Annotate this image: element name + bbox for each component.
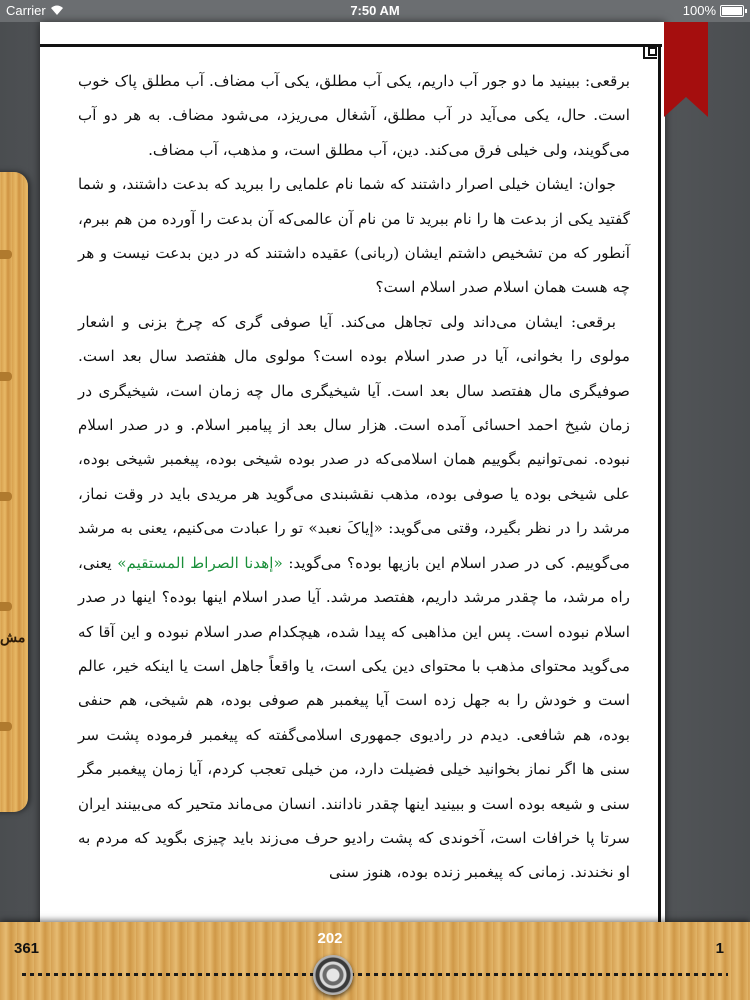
page-slider-track[interactable] [22, 973, 728, 976]
paragraph [78, 64, 630, 167]
drawer-knob [0, 492, 12, 501]
paragraph-text: جوان: ایشان خیلی اصرار داشتند که شما نام علمایی را ببرید که بدعت داشتند، و شما گفتید یکی از بدعت ها را نام ببرید تا من نام آن عالمی‌که آن بدعت را آورده من هم ببرم، آنطور که من تشخیص داشتم ایشان (ربانی) عقیده داشتند که در دین بدعت نیست و هر چه هست همان اسلام صدر اسلام است؟ [78, 175, 630, 297]
drawer-knob [0, 250, 12, 259]
battery-icon [720, 5, 744, 17]
current-page-label: 202 [317, 930, 343, 947]
carrier-label: Carrier [6, 3, 46, 18]
page-navigation-bar [0, 922, 750, 1000]
page-border-top [40, 44, 662, 47]
drawer-knob [0, 722, 12, 731]
paragraph [78, 305, 630, 890]
status-bar [0, 0, 750, 22]
page-text [78, 64, 630, 890]
paragraph [78, 167, 630, 305]
bookmark-ribbon[interactable] [664, 22, 708, 97]
quran-quote: «إهدنا الصراط المستقیم» [117, 553, 283, 572]
paragraph-text: برقعی: ببینید ما دو جور آب داریم، یکی آب مطلق، یکی آب مضاف. آب مطلق پاک خوب است. حال، یکی می‌آید در آب مطلق، آشغال می‌ریزد، می‌شود مضاف. به هر دو آب می‌گویند، ولی خیلی فرق می‌کند. دین، آب مطلق است، و مذهب، آب مضاف. [78, 72, 630, 159]
drawer-knob [0, 372, 12, 381]
battery-percentage: 100% [682, 3, 716, 18]
first-page-label: 1 [715, 940, 724, 957]
side-drawer-handle[interactable] [0, 172, 28, 812]
drawer-knob [0, 602, 12, 611]
clock: 7:50 AM [350, 3, 400, 18]
page-slider-thumb[interactable] [313, 955, 353, 995]
total-pages-label: 361 [14, 940, 40, 957]
corner-ornament [643, 45, 657, 59]
paragraph-text: یعنی، راه مرشد، ما چقدر مرشد داریم، هفتصد مرشد. آیا صدر اسلام اینها بوده؟ اینها در صدر اسلام نبوده است. پس این مذاهبی که پیدا شده، هیچکدام صدر اسلام نبوده و این آقا که می‌گوید محتوای مذهب با محتوای دین یکی است، یا واقعاً جاهل است یا اینکه خیر، عالم است و خودش را به جهل زده است آیا پیغمبر هم صوفی بوده، هم شیخی، هم حنفی بوده، هم شافعی. دیدم در رادیوی جمهوری اسلامی‌گفته که پیغمبر فرموده پشت سر سنی ها اگر نماز بخوانید خیلی فضیلت دارد، من خیلی تعجب کردم، آیا زمان پیغمبر مگر سنی و شیعه بوده است و ببینید اینها چقدر نادانند. انسان می‌ماند متحیر که می‌بینند ایران سرتا پا خرافات است، آخوندی که پشت رادیو حرف می‌زند باید چیزی بگوید که مردم به او نخندند. زمانی که پیغمبر زنده بوده، هنوز سنی [78, 553, 630, 882]
paragraph-text: برقعی: ایشان می‌داند ولی تجاهل می‌کند. آیا صوفی گری که چرخ بزنی و اشعار مولوی را بخوانی، آیا در صدر اسلام بوده است؟ مولوی مال هفتصد سال بعد است. صوفیگری مال هفتصد سال بعد است. آیا شیخیگری مال چه زمان است، شیخیگری در زمان شیخ احمد احسائی آمده است. هزار سال بعد از پیامبر اسلام. و در صدر اسلام نبوده. نمی‌توانیم بگوییم همان اسلامی‌که در صدر بوده شیخی بوده، پیغمبر شیخی بوده، علی شیخی بوده یا صوفی بوده، مذهب نقشبندی می‌گوید هر مریدی باید در وقت نماز، مرشد را در نظر بگیرد، وقتی می‌گوید: «إیاکَ نعبد» تو را عبادت می‌کنیم، یعنی به مرشد می‌گوییم. کی در صدر اسلام این بازیها بوده؟ می‌گوید: [78, 312, 630, 572]
drawer-label: مش [0, 630, 26, 646]
page-border-right [658, 44, 661, 942]
